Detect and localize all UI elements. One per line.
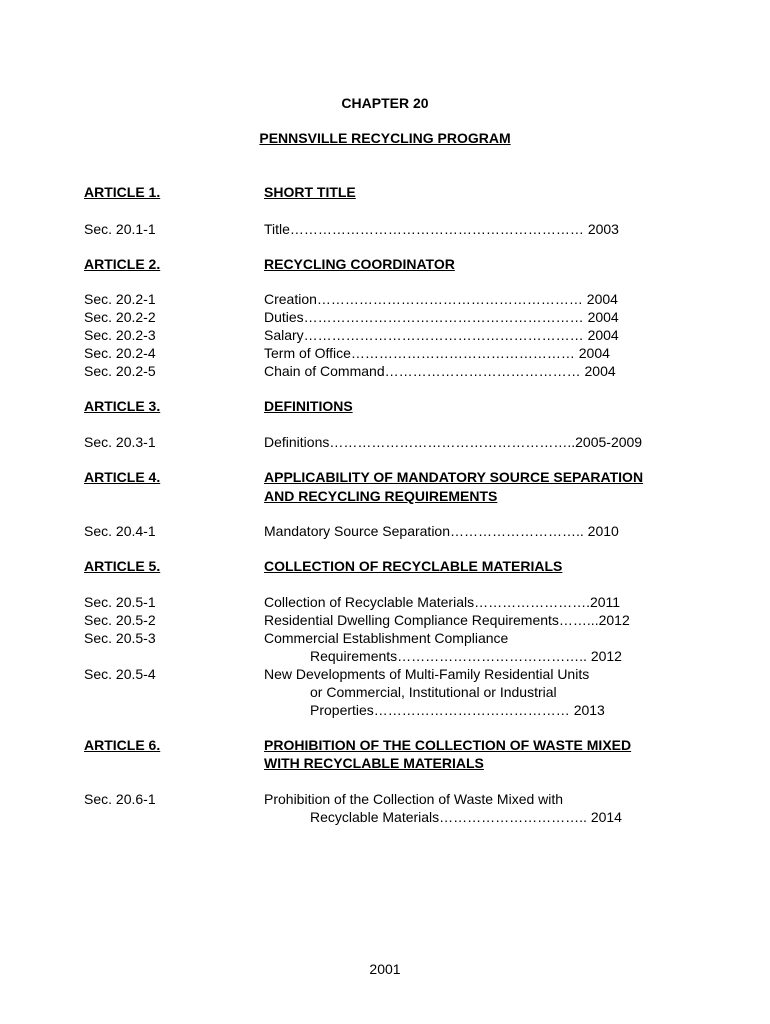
toc-entry: Duties…………………………………………………… 2004: [264, 309, 619, 325]
article-title: RECYCLING COORDINATOR: [264, 256, 455, 272]
toc-entry-continued: Properties…………………………………… 2013: [310, 702, 605, 718]
section-number: Sec. 20.6-1: [84, 791, 156, 807]
section-number: Sec. 20.3-1: [84, 434, 156, 450]
program-title: PENNSVILLE RECYCLING PROGRAM: [259, 130, 511, 146]
toc-entry-continued: Recyclable Materials………………………….. 2014: [310, 809, 622, 825]
section-number: Sec. 20.1-1: [84, 221, 156, 237]
article-title: PROHIBITION OF THE COLLECTION OF WASTE MIXED: [264, 737, 632, 753]
article-label: ARTICLE 5.: [84, 558, 161, 574]
toc-entry: Definitions……………………………………………..2005-2009: [264, 434, 643, 450]
section-number: Sec. 20.5-4: [84, 666, 156, 682]
article-label: ARTICLE 6.: [84, 737, 161, 753]
toc-entry: Commercial Establishment Compliance: [264, 630, 509, 646]
section-number: Sec. 20.2-4: [84, 345, 156, 361]
article-title: SHORT TITLE: [264, 184, 356, 200]
section-number: Sec. 20.5-2: [84, 612, 156, 628]
toc-entry: New Developments of Multi-Family Residential Units: [264, 666, 590, 682]
section-number: Sec. 20.2-2: [84, 309, 156, 325]
article-title: APPLICABILITY OF MANDATORY SOURCE SEPARATION: [264, 469, 644, 485]
article-label: ARTICLE 2.: [84, 256, 161, 272]
toc-entry: Title……………………………………………………… 2003: [264, 221, 619, 237]
article-label: ARTICLE 3.: [84, 398, 161, 414]
toc-entry-continued: or Commercial, Institutional or Industrial: [310, 684, 557, 700]
toc-entry: Chain of Command…………………………………… 2004: [264, 363, 616, 379]
toc-entry: Prohibition of the Collection of Waste Mixed with: [264, 791, 564, 807]
toc-entry: Salary…………………………………………………… 2004: [264, 327, 619, 343]
section-number: Sec. 20.2-5: [84, 363, 156, 379]
section-number: Sec. 20.5-3: [84, 630, 156, 646]
article-title-continued: WITH RECYCLABLE MATERIALS: [264, 755, 484, 771]
page-number: 2001: [369, 961, 401, 977]
article-title: COLLECTION OF RECYCLABLE MATERIALS: [264, 558, 563, 574]
toc-entry: Collection of Recyclable Materials…………………….2011: [264, 594, 621, 610]
toc-entry: Residential Dwelling Compliance Requirements……...2012: [264, 612, 630, 628]
toc-entry: Creation………………………………………………… 2004: [264, 291, 618, 307]
section-number: Sec. 20.4-1: [84, 523, 156, 539]
article-title-continued: AND RECYCLING REQUIREMENTS: [264, 488, 498, 504]
article-label: ARTICLE 4.: [84, 469, 161, 485]
section-number: Sec. 20.5-1: [84, 594, 156, 610]
toc-entry: Mandatory Source Separation……………………….. 2010: [264, 523, 619, 539]
section-number: Sec. 20.2-3: [84, 327, 156, 343]
article-title: DEFINITIONS: [264, 398, 353, 414]
chapter-heading: CHAPTER 20: [341, 95, 429, 111]
article-label: ARTICLE 1.: [84, 184, 161, 200]
toc-entry: Term of Office………………………………………… 2004: [264, 345, 610, 361]
section-number: Sec. 20.2-1: [84, 291, 156, 307]
toc-entry-continued: Requirements………………………………….. 2012: [310, 648, 622, 664]
